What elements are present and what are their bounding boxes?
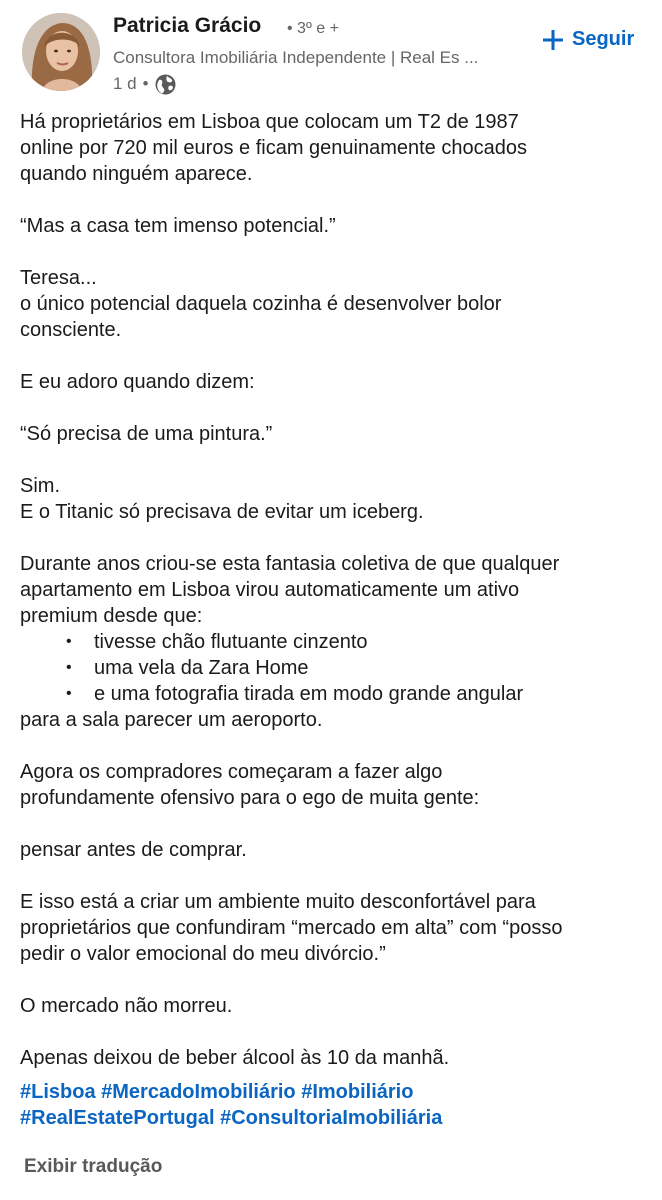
bullet-item <box>20 681 650 707</box>
text-line: Durante anos criou-se esta fantasia coletiva de que qualquer <box>20 553 560 575</box>
text-line: apartamento em Lisboa virou automaticamente um ativo <box>20 579 520 601</box>
text-line: E o Titanic só precisava de evitar um iceberg. <box>20 501 424 523</box>
hashtag-link[interactable]: #MercadoImobiliário <box>101 1081 296 1103</box>
text-line: quando ninguém aparece. <box>20 163 253 185</box>
meta-separator: • <box>142 74 149 93</box>
avatar[interactable] <box>22 13 100 91</box>
text-line: o único potencial daquela cozinha é desenvolver bolor <box>20 293 502 315</box>
text-line: Agora os compradores começaram a fazer algo <box>20 761 443 783</box>
author-name[interactable]: Patricia Grácio <box>113 14 262 37</box>
text-line: pedir o valor emocional do meu divórcio.” <box>20 943 386 965</box>
hashtag-link[interactable]: #Lisboa <box>20 1081 96 1103</box>
paragraph <box>20 993 650 1019</box>
text-line: E isso está a criar um ambiente muito desconfortável para <box>20 891 536 913</box>
post-meta <box>113 73 176 95</box>
bullet-item <box>20 629 650 655</box>
text-line: consciente. <box>20 319 122 341</box>
post-header <box>0 0 662 105</box>
paragraph <box>20 369 650 395</box>
paragraph <box>20 759 650 811</box>
plus-icon <box>542 29 564 51</box>
hashtag-line <box>20 1079 650 1105</box>
bullet-marker: • <box>66 633 72 650</box>
text-line: Apenas deixou de beber álcool às 10 da manhã. <box>20 1047 450 1069</box>
text-line: “Mas a casa tem imenso potencial.” <box>20 215 336 237</box>
text-line: Há proprietários em Lisboa que colocam um T2 de 1987 <box>20 111 519 133</box>
text-line: premium desde que: <box>20 605 203 627</box>
show-translation-button[interactable]: Exibir tradução <box>24 1156 163 1177</box>
text-line: para a sala parecer um aeroporto. <box>20 709 323 731</box>
hashtag-link[interactable]: #ConsultoriaImobiliária <box>220 1107 443 1129</box>
bullet-item <box>20 655 650 681</box>
bullet-text: uma vela da Zara Home <box>94 657 309 679</box>
bullet-marker: • <box>66 659 72 676</box>
text-line: E eu adoro quando dizem: <box>20 371 255 393</box>
paragraph <box>20 109 650 187</box>
paragraph <box>20 473 650 525</box>
hashtag-list <box>20 1079 650 1131</box>
globe-icon <box>155 74 176 95</box>
follow-button[interactable] <box>542 28 634 51</box>
bullet-text: e uma fotografia tirada em modo grande angular <box>94 683 524 705</box>
text-line: O mercado não morreu. <box>20 995 233 1017</box>
author-headline: Consultora Imobiliária Independente | Real Es ... <box>113 48 479 67</box>
paragraph <box>20 837 650 863</box>
follow-label: Seguir <box>572 28 635 50</box>
paragraph <box>20 265 650 343</box>
bullet-text: tivesse chão flutuante cinzento <box>94 631 368 653</box>
text-line: online por 720 mil euros e ficam genuinamente chocados <box>20 137 527 159</box>
hashtag-link[interactable]: #RealEstatePortugal <box>20 1107 215 1129</box>
text-line: pensar antes de comprar. <box>20 839 247 861</box>
connection-degree: • 3º e + <box>287 20 339 37</box>
text-line: Sim. <box>20 475 60 497</box>
text-line: Teresa... <box>20 267 97 289</box>
paragraph <box>20 889 650 967</box>
text-line: profundamente ofensivo para o ego de muita gente: <box>20 787 480 809</box>
text-line: “Só precisa de uma pintura.” <box>20 423 273 445</box>
paragraph <box>20 551 650 733</box>
post-time: 1 d <box>113 74 137 93</box>
avatar-photo <box>22 13 100 91</box>
paragraph <box>20 1045 650 1071</box>
hashtag-line <box>20 1105 650 1131</box>
paragraph <box>20 213 650 239</box>
paragraph <box>20 421 650 447</box>
bullet-marker: • <box>66 685 72 702</box>
hashtag-link[interactable]: #Imobiliário <box>301 1081 414 1103</box>
text-line: proprietários que confundiram “mercado em alta” com “posso <box>20 917 563 939</box>
post-body <box>20 109 650 1097</box>
